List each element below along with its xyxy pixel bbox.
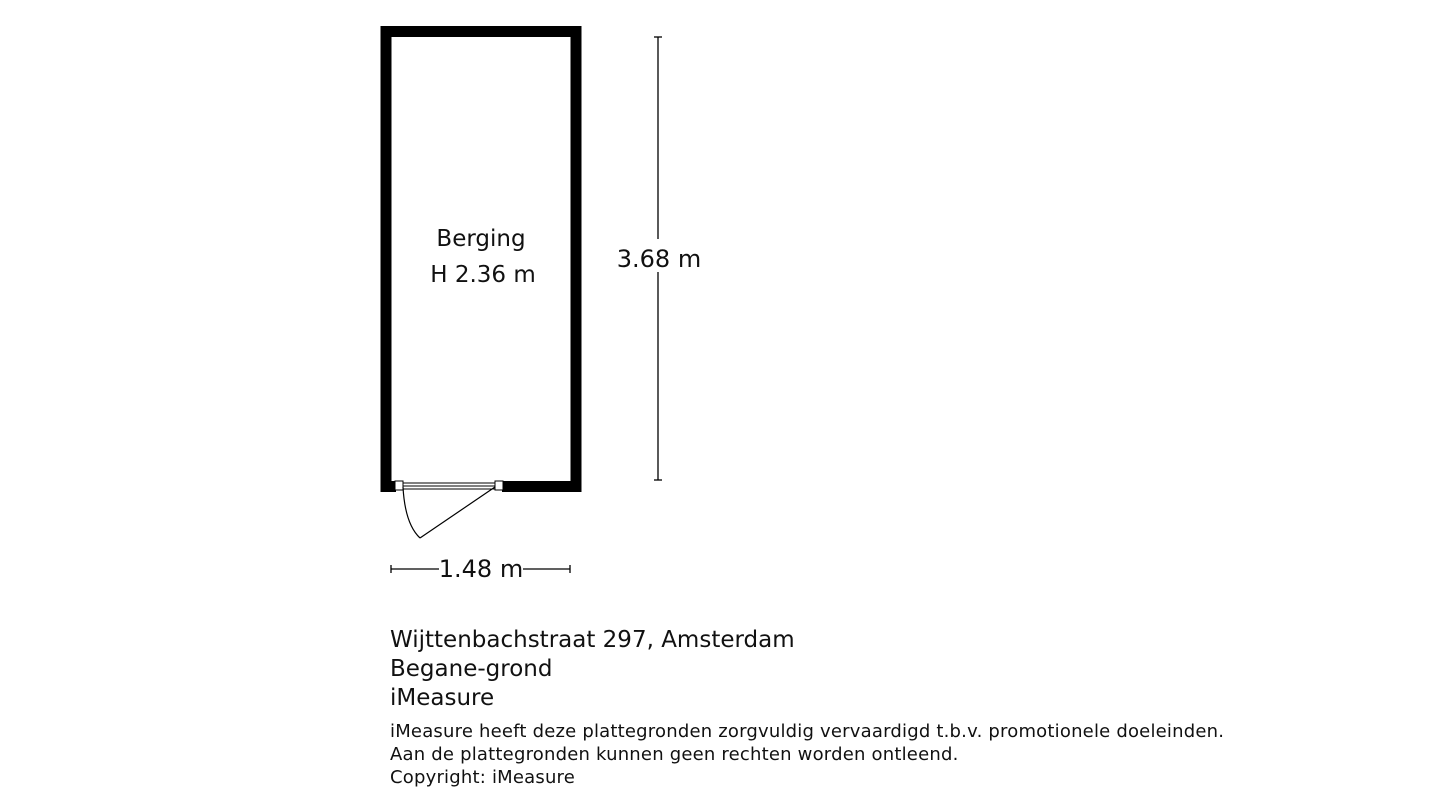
floor-name: Begane-grond [390,656,553,682]
wall-outline [386,32,576,487]
disclaimer-line: Aan de plattegronden kunnen geen rechten worden ontleend. [390,744,959,765]
room-walls [386,32,576,487]
dimension-horizontal-label: 1.48 m [438,555,524,583]
address: Wijttenbachstraat 297, Amsterdam [390,627,795,653]
door [395,480,503,538]
dimension-vertical-label: 3.68 m [616,245,702,273]
disclaimer-line: iMeasure heeft deze plattegronden zorgvuldig vervaardigd t.b.v. promotionele doeleinden. [390,721,1225,742]
disclaimer [390,720,1290,789]
dimension-horizontal [391,555,570,583]
door-jamb-right [495,481,503,490]
plan-info [390,626,1290,789]
door-swing-arc [403,487,420,538]
door-leaf [420,487,495,538]
copyright: Copyright: iMeasure [390,767,576,788]
room-ceiling-height: H 2.36 m [430,262,536,288]
door-jamb-left [395,481,403,490]
room-name: Berging [436,226,526,252]
company-name: iMeasure [390,685,495,711]
dimension-vertical [617,37,701,480]
